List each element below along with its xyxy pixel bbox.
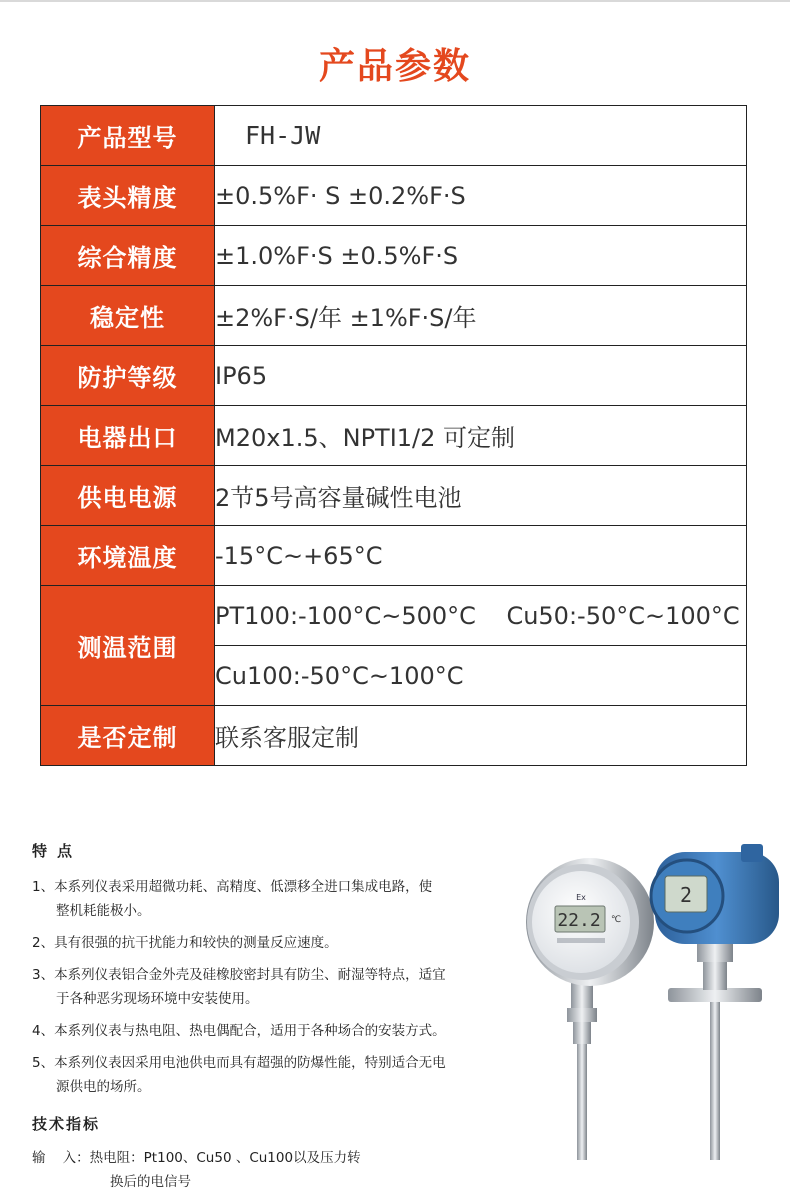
feature-item <box>32 875 502 923</box>
param-value: M20x1.5、NPTI1/2 可定制 <box>215 406 747 466</box>
params-table <box>40 105 747 766</box>
mounting-flange <box>668 988 762 1002</box>
cable-entry <box>741 844 763 862</box>
round-thermometer <box>526 858 654 1160</box>
feature-text: 4、本系列仪表与热电阻、热电偶配合，适用于各种场合的安装方式。 <box>32 1023 446 1039</box>
param-label: 稳定性 <box>41 286 215 346</box>
table-row <box>41 346 747 406</box>
probe-stem <box>710 980 720 1160</box>
param-label: 表头精度 <box>41 166 215 226</box>
param-value: PT100:-100°C~500°C Cu50:-50°C~100°C <box>215 586 747 646</box>
param-value: FH-JW <box>215 106 747 166</box>
table-row <box>41 106 747 166</box>
product-photo <box>515 830 780 1170</box>
feature-text-cont: 源供电的场所。 <box>56 1079 151 1095</box>
tech-input-line: 输 入：热电阻：Pt100、Cu50 、Cu100以及压力转 <box>32 1150 361 1166</box>
explosion-proof-transmitter <box>651 844 779 1160</box>
param-value: 2节5号高容量碱性电池 <box>215 466 747 526</box>
tech-input-cont: 换后的电信号 <box>110 1174 191 1190</box>
feature-text: 5、本系列仪表因采用电池供电而具有超强的防爆性能，特别适合无电 <box>32 1055 446 1071</box>
param-label: 供电电源 <box>41 466 215 526</box>
param-label: 产品型号 <box>41 106 215 166</box>
feature-item <box>32 1019 502 1043</box>
param-label: 电器出口 <box>41 406 215 466</box>
page-title: 产品参数 <box>318 46 471 87</box>
top-divider <box>0 0 790 2</box>
param-label: 测温范围 <box>41 586 215 706</box>
transmitter-reading: 2 <box>679 883 693 907</box>
probe-neck <box>703 958 727 990</box>
param-value: IP65 <box>215 346 747 406</box>
lcd-reading: 22.2 <box>557 910 601 931</box>
param-label: 是否定制 <box>41 706 215 766</box>
param-value: ±1.0%F·S ±0.5%F·S <box>215 226 747 286</box>
lcd-unit: ℃ <box>611 915 622 925</box>
table-row <box>41 406 747 466</box>
table-row <box>41 706 747 766</box>
features-title: 特点 <box>32 842 83 860</box>
param-value: ±0.5%F· S ±0.2%F·S <box>215 166 747 226</box>
dial-ex-label: Ex <box>576 893 586 902</box>
feature-item <box>32 963 502 1011</box>
tech-title: 技术指标 <box>32 1115 101 1133</box>
features-section <box>32 840 502 1194</box>
param-value: -15°C~+65°C <box>215 526 747 586</box>
table-row <box>41 526 747 586</box>
param-label: 环境温度 <box>41 526 215 586</box>
probe-coupling <box>697 942 733 962</box>
dial-printed-line <box>557 938 605 943</box>
feature-text: 1、本系列仪表采用超微功耗、高精度、低漂移全进口集成电路，使 <box>32 879 433 895</box>
probe-thread <box>573 1022 591 1044</box>
table-row <box>41 586 747 646</box>
feature-item <box>32 931 502 955</box>
feature-text: 2、具有很强的抗干扰能力和较快的测量反应速度。 <box>32 935 338 951</box>
param-label: 综合精度 <box>41 226 215 286</box>
param-value: ±2%F·S/年 ±1%F·S/年 <box>215 286 747 346</box>
feature-text-cont: 于各种恶劣现场环境中安装使用。 <box>56 991 259 1007</box>
table-row <box>41 466 747 526</box>
feature-item <box>32 1051 502 1099</box>
table-row <box>41 226 747 286</box>
feature-text-cont: 整机耗能极小。 <box>56 903 151 919</box>
table-row <box>41 286 747 346</box>
table-row <box>41 166 747 226</box>
feature-text: 3、本系列仪表铝合金外壳及硅橡胶密封具有防尘、耐湿等特点，适宜 <box>32 967 446 983</box>
probe-nut <box>567 1008 597 1022</box>
param-value: 联系客服定制 <box>215 706 747 766</box>
param-value: Cu100:-50°C~100°C <box>215 646 747 706</box>
param-label: 防护等级 <box>41 346 215 406</box>
